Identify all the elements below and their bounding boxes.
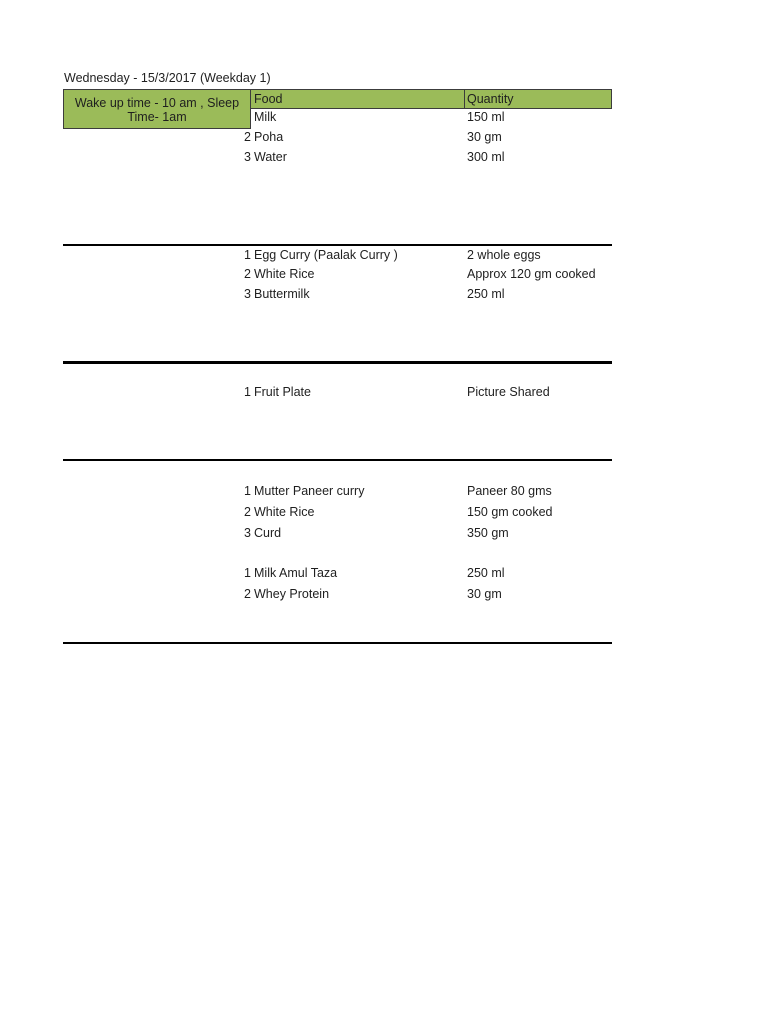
section-divider	[63, 642, 612, 644]
row-number: 2	[244, 505, 251, 519]
food-cell: Fruit Plate	[254, 385, 311, 399]
row-number: 3	[244, 526, 251, 540]
row-number: 2	[244, 267, 251, 281]
row-number: 1	[244, 385, 251, 399]
row-number: 1	[244, 484, 251, 498]
row-number: 3	[244, 287, 251, 301]
food-cell: Poha	[254, 130, 284, 144]
section-divider	[63, 361, 612, 364]
section-divider	[63, 459, 612, 461]
quantity-cell: Approx 120 gm cooked	[467, 267, 596, 281]
quantity-cell: 250 ml	[467, 566, 505, 580]
row-number: 2	[244, 587, 251, 601]
quantity-cell: Picture Shared	[467, 385, 550, 399]
quantity-cell: 150 ml	[467, 110, 505, 124]
quantity-column-header: Quantity	[467, 92, 514, 106]
food-cell: Egg Curry (Paalak Curry )	[254, 248, 398, 262]
header-divider	[464, 89, 465, 109]
wake-sleep-text: Wake up time - 10 am , Sleep Time- 1am	[74, 96, 240, 124]
page-title: Wednesday - 15/3/2017 (Weekday 1)	[64, 71, 271, 85]
quantity-cell: 150 gm cooked	[467, 505, 553, 519]
table-header	[250, 89, 612, 109]
food-cell: Mutter Paneer curry	[254, 484, 365, 498]
quantity-cell: Paneer 80 gms	[467, 484, 552, 498]
food-cell: Milk Amul Taza	[254, 566, 338, 580]
row-number: 3	[244, 150, 251, 164]
food-column-header: Food	[254, 92, 283, 106]
row-number: 2	[244, 130, 251, 144]
row-number: 1	[244, 566, 251, 580]
quantity-cell: 2 whole eggs	[467, 248, 541, 262]
food-cell: White Rice	[254, 505, 315, 519]
food-cell: Buttermilk	[254, 287, 310, 301]
quantity-cell: 250 ml	[467, 287, 505, 301]
section-divider	[63, 244, 612, 246]
food-cell: Whey Protein	[254, 587, 330, 601]
food-cell: Curd	[254, 526, 282, 540]
quantity-cell: 30 gm	[467, 587, 502, 601]
row-number: 1	[244, 248, 251, 262]
food-cell: White Rice	[254, 267, 315, 281]
quantity-cell: 350 gm	[467, 526, 509, 540]
quantity-cell: 300 ml	[467, 150, 505, 164]
quantity-cell: 30 gm	[467, 130, 502, 144]
food-cell: Milk	[254, 110, 277, 124]
food-cell: Water	[254, 150, 287, 164]
